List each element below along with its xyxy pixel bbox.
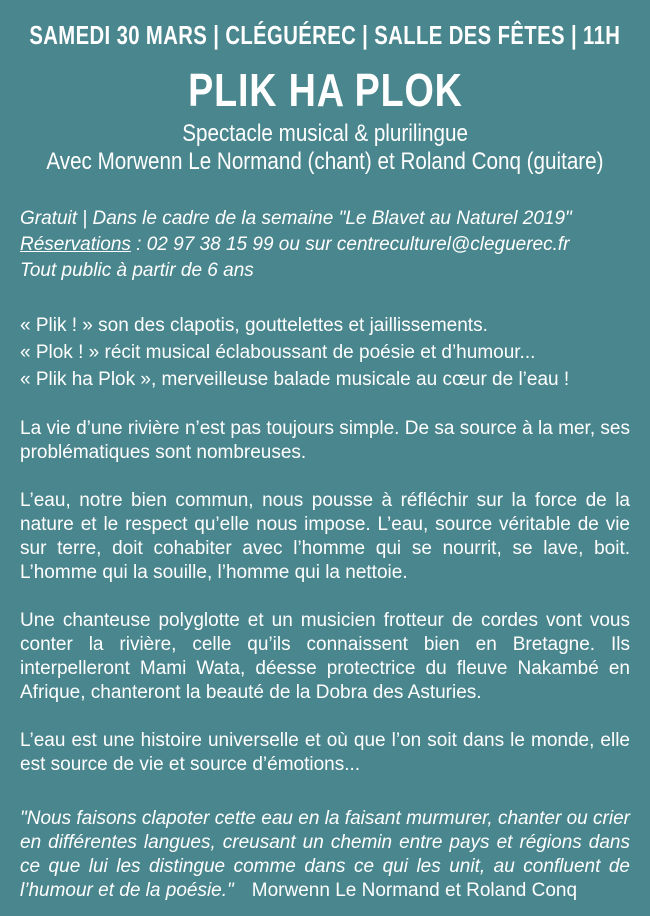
event-subtitle: Spectacle musical & plurilingue	[182, 120, 468, 147]
tagline-plok: « Plok ! » récit musical éclaboussant de poésie et d’humour...	[20, 342, 536, 363]
artist-quote-text: "Nous faisons clapoter cette eau en la faisant murmurer, chanter ou crier en différentes langues, creusant un chemin entre pays et régions dans ce que lui les distingue comme dans ce qui les unit, au confluent de l’humour et de la poésie."	[20, 808, 630, 901]
tagline-block	[20, 312, 630, 393]
reservations-line	[20, 232, 630, 258]
paragraph-water-common-good: L’eau, notre bien commun, nous pousse à réfléchir sur la force de la nature et le respect qu’elle nous impose. L’eau, source véritable de vie sur terre, doit cohabiter avec l’homme qui se nourrit, se lave, boit. L’homme qui la souille, l’homme qui la nettoie.	[20, 490, 630, 583]
reservations-info: : 02 97 38 15 99 ou sur centreculturel@cleguerec.fr	[130, 234, 570, 255]
page-title: PLIK HA PLOK	[187, 64, 463, 116]
audience-line: Tout public à partir de 6 ans	[20, 260, 254, 281]
title-row	[20, 66, 630, 114]
practical-details	[20, 206, 630, 284]
paragraph-river-life: La vie d’une rivière n’est pas toujours simple. De sa source à la mer, ses problématiques sont nombreuses.	[20, 418, 630, 463]
reservations-label: Réservations	[20, 234, 131, 255]
paragraph-universal-story: L’eau est une histoire universelle et où que l’on soit dans le monde, elle est source de vie et source d’émotions...	[20, 730, 630, 775]
event-info-line: SAMEDI 30 MARS | CLÉGUÉREC | SALLE DES FÊTES | 11H	[29, 20, 621, 50]
event-info-bar	[20, 20, 630, 50]
free-and-context-line: Gratuit | Dans le cadre de la semaine "Le Blavet au Naturel 2019"	[20, 208, 572, 229]
tagline-plik: « Plik ! » son des clapotis, gouttelettes et jaillissements.	[20, 315, 488, 336]
tagline-plik-ha-plok: « Plik ha Plok », merveilleuse balade musicale au cœur de l’eau !	[20, 369, 570, 390]
subtitle-row	[20, 120, 630, 148]
artist-quote-attribution: Morwenn Le Normand et Roland Conq	[251, 880, 578, 901]
artist-quote-block	[20, 807, 630, 903]
performers-row	[20, 148, 630, 176]
paragraph-singers-story: Une chanteuse polyglotte et un musicien frotteur de cordes vont vous conter la rivière, celle qu’ils connaissent bien en Bretagne. Ils interpelleront Mami Wata, déesse protectrice du fleuve Nakambé en Afrique, chanteront la beauté de la Dobra des Asturies.	[20, 610, 630, 703]
performers-line: Avec Morwenn Le Normand (chant) et Roland Conq (guitare)	[46, 148, 604, 175]
